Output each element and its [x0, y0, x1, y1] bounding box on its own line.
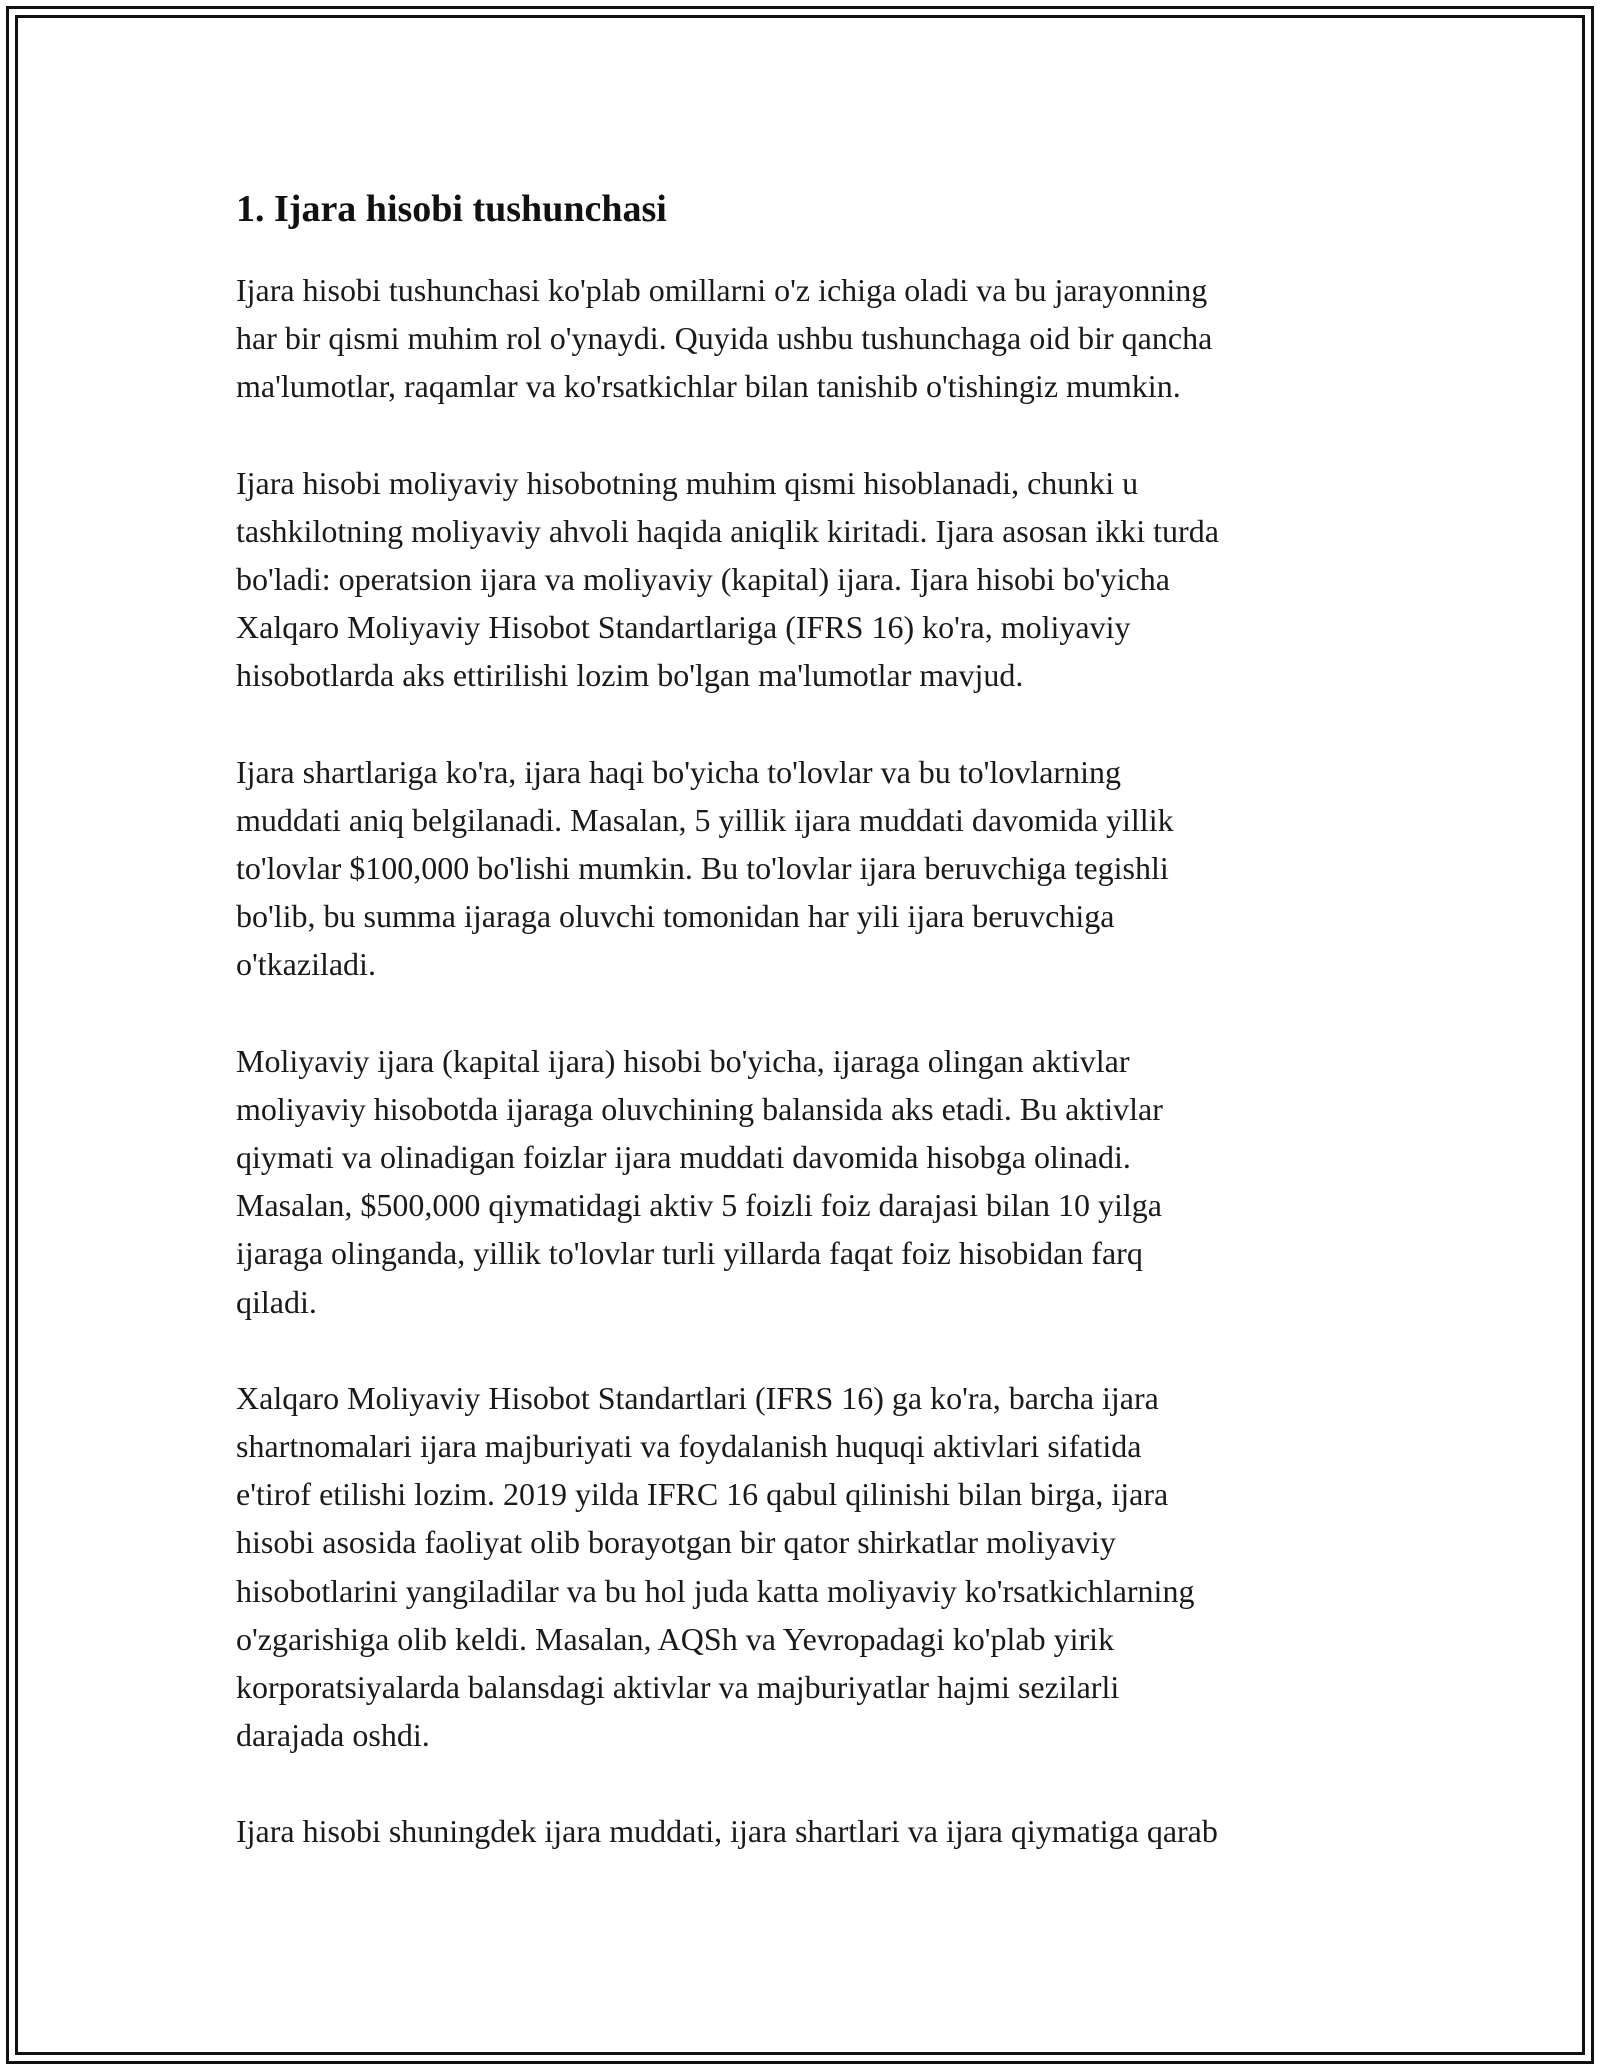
text-line: qiladi. — [236, 1283, 317, 1320]
text-line: bo'lib, bu summa ijaraga oluvchi tomonidan har yili ijara beruvchiga — [236, 898, 1115, 935]
text-line: shartnomalari ijara majburiyati va foydalanish huquqi aktivlari sifatida — [236, 1428, 1142, 1465]
paragraph-lease-types — [236, 459, 1376, 700]
text-line: Masalan, $500,000 qiymatidagi aktiv 5 foizli foiz darajasi bilan 10 yilga — [236, 1187, 1162, 1224]
text-line: Moliyaviy ijara (kapital ijara) hisobi bo'yicha, ijaraga olingan aktivlar — [236, 1042, 1130, 1079]
text-line: bo'ladi: operatsion ijara va moliyaviy (kapital) ijara. Ijara hisobi bo'yicha — [236, 561, 1170, 598]
text-line: har bir qismi muhim rol o'ynaydi. Quyida ushbu tushunchaga oid bir qancha — [236, 320, 1213, 357]
text-line: Xalqaro Moliyaviy Hisobot Standartlari (IFRS 16) ga ko'ra, barcha ijara — [236, 1379, 1159, 1416]
text-line: ijaraga olinganda, yillik to'lovlar turli yillarda faqat foiz hisobidan farq — [236, 1235, 1143, 1272]
text-line: Ijara hisobi shuningdek ijara muddati, ijara shartlari va ijara qiymatiga qarab — [236, 1813, 1218, 1850]
text-line: Ijara hisobi moliyaviy hisobotning muhim qismi hisoblanadi, chunki u — [236, 464, 1139, 501]
text-line: korporatsiyalarda balansdagi aktivlar va majburiyatlar hajmi sezilarli — [236, 1669, 1120, 1706]
text-line: qiymati va olinadigan foizlar ijara muddati davomida hisobga olinadi. — [236, 1139, 1131, 1176]
text-line: darajada oshdi. — [236, 1717, 430, 1754]
paragraph-ifrs16 — [236, 1374, 1376, 1760]
text-line: o'tkaziladi. — [236, 946, 376, 983]
text-line: muddati aniq belgilanadi. Masalan, 5 yillik ijara muddati davomida yillik — [236, 801, 1174, 838]
text-line: moliyaviy hisobotda ijaraga oluvchining balansida aks etadi. Bu aktivlar — [236, 1090, 1163, 1127]
text-line: hisobotlarda aks ettirilishi lozim bo'lgan ma'lumotlar mavjud. — [236, 657, 1024, 694]
text-line: Xalqaro Moliyaviy Hisobot Standartlariga (IFRS 16) ko'ra, moliyaviy — [236, 609, 1131, 646]
paragraph-continuation — [236, 1807, 1376, 1855]
text-line: Ijara shartlariga ko'ra, ijara haqi bo'yicha to'lovlar va bu to'lovlarning — [236, 753, 1121, 790]
paragraph-finance-lease — [236, 1037, 1376, 1326]
paragraph-lease-terms — [236, 748, 1376, 989]
text-line: e'tirof etilishi lozim. 2019 yilda IFRC 16 qabul qilinishi bilan birga, ijara — [236, 1476, 1169, 1513]
paragraph-intro — [236, 266, 1376, 411]
text-line: hisobotlarini yangiladilar va bu hol juda katta moliyaviy ko'rsatkichlarning — [236, 1572, 1195, 1609]
text-line: ma'lumotlar, raqamlar va ko'rsatkichlar bilan tanishib o'tishingiz mumkin. — [236, 368, 1181, 405]
text-line: o'zgarishiga olib keldi. Masalan, AQSh va Yevropadagi ko'plab yirik — [236, 1620, 1115, 1657]
text-line: tashkilotning moliyaviy ahvoli haqida aniqlik kiritadi. Ijara asosan ikki turda — [236, 512, 1219, 549]
text-line: to'lovlar $100,000 bo'lishi mumkin. Bu to'lovlar ijara beruvchiga tegishli — [236, 850, 1169, 887]
document-body — [236, 186, 1376, 1904]
text-line: Ijara hisobi tushunchasi ko'plab omillarni o'z ichiga oladi va bu jarayonning — [236, 272, 1208, 308]
section-heading: 1. Ijara hisobi tushunchasi — [236, 188, 667, 230]
text-line: hisobi asosida faoliyat olib borayotgan bir qator shirkatlar moliyaviy — [236, 1524, 1116, 1561]
